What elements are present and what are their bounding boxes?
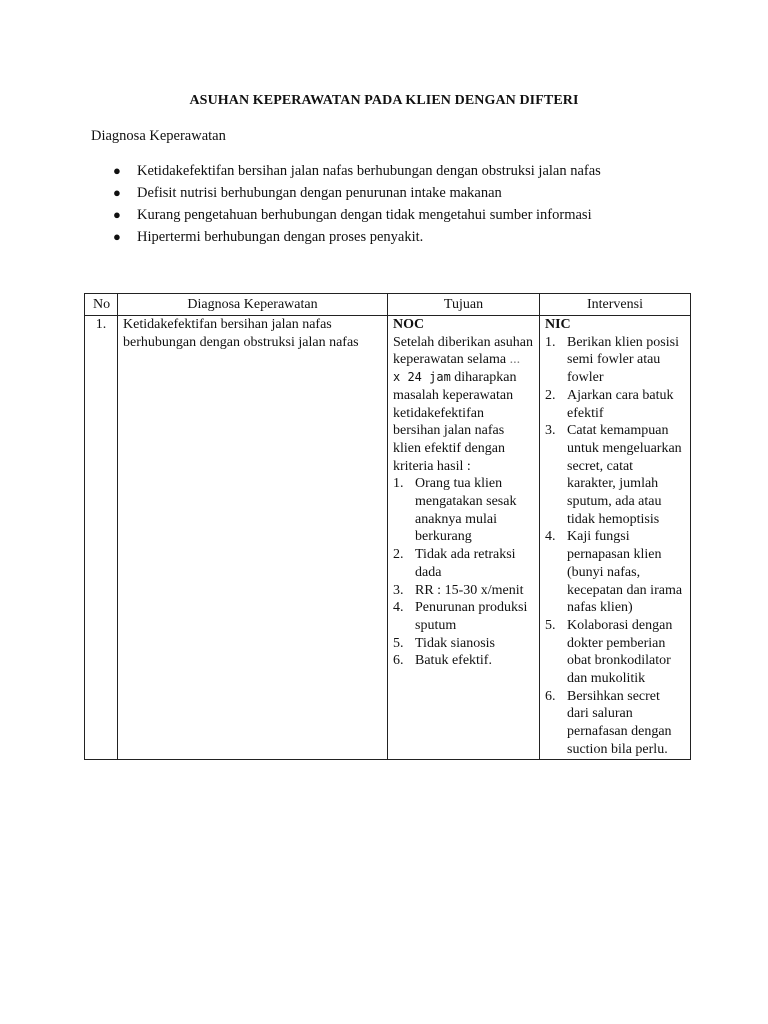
nic-item-text: Kolaborasi dengan dokter pemberian obat bronkodilator dan mukolitik — [567, 617, 673, 687]
noc-intro — [393, 334, 534, 476]
noc-item-number: 1. — [393, 476, 404, 492]
nic-item-text: Catat kemampuan untuk mengeluarkan secret, catat karakter, jumlah sputum, ada atau tidak hemoptisis — [567, 423, 682, 527]
noc-item — [393, 475, 534, 546]
header-goal: Tujuan — [388, 294, 540, 316]
nic-item-text: Kaji fungsi pernapasan klien (bunyi nafas, kecepatan dan irama nafas klien) — [567, 529, 683, 616]
bullet-icon: ● — [113, 207, 121, 222]
nic-item — [545, 334, 685, 387]
noc-item-text: Tidak sianosis — [415, 635, 496, 651]
noc-item-text: Tidak ada retraksi dada — [415, 547, 516, 580]
bullet-item — [111, 204, 601, 226]
noc-item — [393, 599, 534, 634]
nic-item-text: Bersihkan secret dari saluran pernafasan dengan suction bila perlu. — [567, 688, 672, 757]
nic-item-number: 2. — [545, 387, 556, 403]
nic-item-number: 1. — [545, 334, 556, 350]
noc-item-text: Orang tua klien mengatakan sesak anaknya mulai berkurang — [415, 476, 517, 545]
bullet-icon: ● — [113, 163, 121, 178]
nic-item-number: 5. — [545, 617, 556, 633]
nic-item — [545, 617, 685, 688]
noc-criteria-list — [393, 475, 534, 670]
noc-item — [393, 546, 534, 581]
noc-item-text: RR : 15-30 x/menit — [415, 582, 524, 598]
noc-item-number: 3. — [393, 582, 404, 598]
section-subtitle: Diagnosa Keperawatan — [91, 128, 226, 144]
nic-item — [545, 688, 685, 759]
table-header-row — [85, 294, 691, 316]
bullet-item — [111, 182, 601, 204]
nic-item — [545, 422, 685, 528]
header-intervention: Intervensi — [540, 294, 691, 316]
nic-item-number: 6. — [545, 688, 556, 704]
noc-item — [393, 582, 534, 600]
document-title: ASUHAN KEPERAWATAN PADA KLIEN DENGAN DIFTERI — [189, 93, 579, 108]
bullet-text: Kurang pengetahuan berhubungan dengan tidak mengetahui sumber informasi — [137, 207, 592, 223]
nic-item-number: 4. — [545, 529, 556, 545]
nic-cell — [540, 316, 691, 760]
noc-cell — [388, 316, 540, 760]
bullet-text: Hipertermi berhubungan dengan proses penyakit. — [137, 229, 424, 245]
noc-intro-dots: ... — [509, 352, 521, 368]
noc-intro-duration: x 24 jam — [393, 370, 451, 385]
noc-item-text: Penurunan produksi sputum — [415, 600, 528, 633]
bullet-item — [111, 160, 601, 182]
noc-item-number: 6. — [393, 653, 404, 669]
nic-heading: NIC — [545, 317, 571, 332]
row-diagnosis: Ketidakefektifan bersihan jalan nafas berhubungan dengan obstruksi jalan nafas — [118, 316, 388, 760]
noc-item-text: Batuk efektif. — [415, 653, 492, 669]
noc-item — [393, 652, 534, 670]
table-row — [85, 316, 691, 760]
nic-intervention-list — [545, 334, 685, 759]
bullet-item — [111, 226, 601, 248]
noc-item-number: 2. — [393, 547, 404, 563]
nic-item-text: Ajarkan cara batuk efektif — [567, 387, 674, 421]
bullet-icon: ● — [113, 185, 121, 200]
care-plan-table — [84, 293, 691, 760]
noc-intro-start: Setelah diberikan asuhan keperawatan selama — [393, 334, 533, 368]
nic-item — [545, 528, 685, 617]
diagnosis-bullet-list — [111, 160, 601, 248]
noc-item-number: 4. — [393, 600, 404, 616]
header-diagnosis: Diagnosa Keperawatan — [118, 294, 388, 316]
noc-item — [393, 635, 534, 653]
bullet-text: Defisit nutrisi berhubungan dengan penurunan intake makanan — [137, 185, 502, 201]
bullet-text: Ketidakefektifan bersihan jalan nafas berhubungan dengan obstruksi jalan nafas — [137, 163, 601, 179]
bullet-icon: ● — [113, 229, 121, 244]
nic-item-number: 3. — [545, 423, 556, 439]
row-number: 1. — [85, 316, 118, 760]
noc-item-number: 5. — [393, 635, 404, 651]
noc-heading: NOC — [393, 317, 425, 332]
nic-item — [545, 387, 685, 422]
nic-item-text: Berikan klien posisi semi fowler atau fowler — [567, 334, 679, 386]
header-no: No — [85, 294, 118, 316]
noc-intro-end: diharapkan masalah keperawatan ketidakefektifan bersihan jalan nafas klien efektif dengan kriteria hasil : — [393, 370, 517, 474]
